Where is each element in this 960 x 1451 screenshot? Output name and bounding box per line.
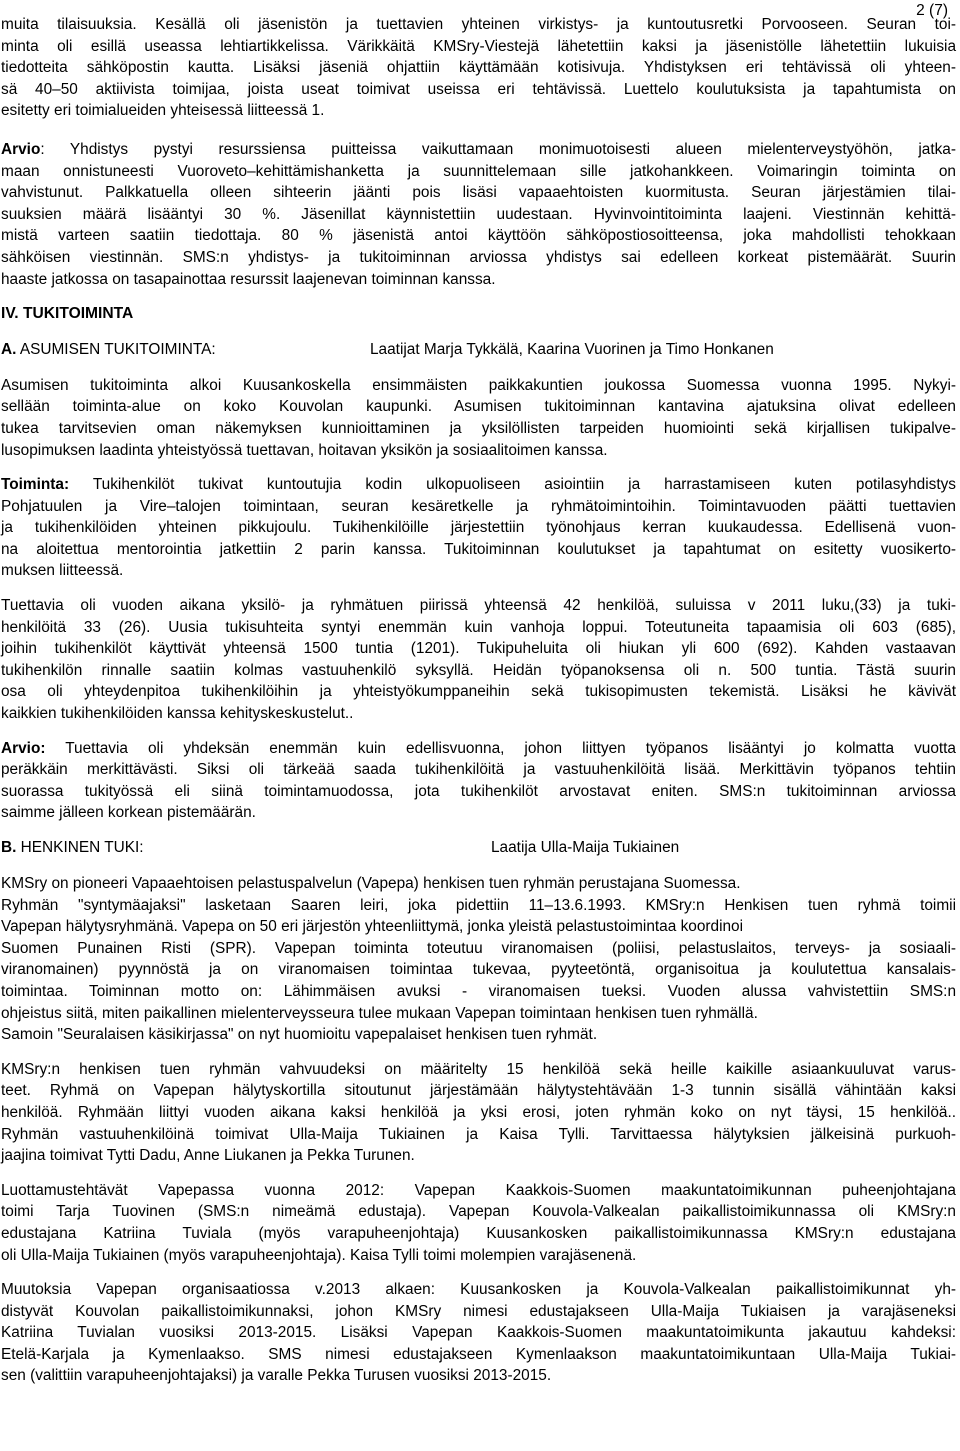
- text-line: Pohjatuulen ja Vire–talojen toimintaan, seuran kesäretkelle ja ryhmätoimintoihin. Toimintavuoden päätti tuettavien: [1, 497, 956, 515]
- text-span: Tukihenkilöt tukivat kuntoutujia kodin ulkopuoliseen asiointiin ja harrastamiseen kuten potilasyhdistys: [69, 476, 956, 494]
- text-line: teet. Ryhmä on Vapepan hälytyskortilla sitoutunut järjestämään hälytystehtävään 1-3 tunnin sisällä vähintään kaksi: [1, 1082, 956, 1100]
- section-a-authors: Laatijat Marja Tykkälä, Kaarina Vuorinen ja Timo Honkanen: [370, 340, 774, 358]
- section-heading-tukitoiminta: IV. TUKITOIMINTA: [1, 305, 134, 323]
- intro-paragraph: [1, 14, 956, 122]
- vapepa-paragraph-3: [1, 1180, 956, 1266]
- text-line: toimi Tarja Tuovinen (SMS:n nimeämä edustaja). Vapepan Kouvola-Valkealan paikallistoimikunnassa oli KMSry:n: [1, 1203, 956, 1221]
- section-a-heading: [1, 339, 956, 361]
- section-b-heading: [1, 837, 956, 859]
- text-line: tiedotteita sähköpostin kautta. Lisäksi jäseniä ohjattiin käyttämään kotisivuja. Yhdistyksen eri tehtävissä oli yhteen-: [1, 59, 956, 77]
- text-line: Asumisen tukitoiminta alkoi Kuusankoskella ensimmäisten paikkakuntien joukossa Suomessa vuonna 1995. Nykyi-: [1, 376, 956, 394]
- text-line: edustajana Katriina Tuviala (myös varapuheenjohtaja) Kuusankosken paikallistoimikunnassa KMSry:n edustajana: [1, 1224, 956, 1242]
- vapepa-paragraph-4: [1, 1279, 956, 1387]
- text-line: henkilöä. Ryhmään liittyi vuoden aikana kaksi henkilöä ja yksi erosi, joten ryhmän koko on nyt täysi, 15 henkilöä..: [1, 1103, 956, 1121]
- section-b-authors: Laatija Ulla-Maija Tukiainen: [491, 839, 680, 856]
- section-letter: B.: [1, 839, 17, 856]
- text-line: na aloitettua mentorointia jatkettiin 2 parin kanssa. Tukitoiminnan koulutukset ja tapahtumat on esitetty vuosikerto-: [1, 540, 956, 558]
- section-title-text: ASUMISEN TUKITOIMINTA:: [16, 340, 216, 358]
- text-line: Tuettavia oli vuoden aikana yksilö- ja ryhmätuen piirissä yhteensä 42 henkilöä, suluissa v 2011 luku,(33) ja tuki-: [1, 597, 956, 615]
- text-line: vahvistunut. Palkkatuella olleen sihteerin jäänti pois lisäsi vapaaehtoisten kuormitusta. Seuran järjestämien tilai-: [1, 184, 956, 202]
- text-line: [1, 139, 956, 161]
- toiminta-label: Toiminta:: [1, 476, 70, 494]
- text-line: muita tilaisuuksia. Kesällä oli jäsenistön ja tuettavien yhteinen virkistys- ja kuntoutusretki Porvooseen. Seuran toi-: [1, 16, 956, 33]
- text-line: sellään toiminta-alue on koko Kouvolan kaupunki. Asumisen tukitoiminnan kantavina ajatuksina olivat edelleen: [1, 398, 956, 416]
- text-line: Vapepan hälytysryhmänä. Vapepa on 50 eri järjestön yhteenliittymä, jonka yleistä pelastustoimintaa koordinoi: [1, 918, 744, 936]
- section-title-text: HENKINEN TUKI:: [16, 839, 144, 856]
- text-line: Ryhmän vastuuhenkilöinä toimivat Ulla-Maija Tukiainen ja Kaisa Tylli. Tarvittaessa hälytyksien jälkeisinä purkuoh-: [1, 1125, 956, 1143]
- arvio-paragraph-2: [1, 738, 956, 824]
- text-line: saimme jälleen korkean pistemäärän.: [1, 804, 256, 822]
- vapepa-paragraph-1: [1, 873, 956, 1046]
- tuettavia-paragraph: [1, 595, 956, 725]
- text-span: : Yhdistys pystyi resurssiensa puitteissa vaikuttamaan monimuotoisesti alueen mielenterveystyöhön, jatka-: [40, 140, 956, 158]
- arvio-label: Arvio:: [1, 739, 46, 757]
- text-line: mistä varteen saatiin tiedottaja. 80 % jäsenistä antoi käyttöön sähköpostiosoitteensa, joka mahdollisti tehokkaan: [1, 227, 956, 245]
- text-line: lusopimuksen laadinta yhteistyössä tuettavan, hoitavan yksikön ja sosiaalitoimen kanssa.: [1, 441, 608, 459]
- text-line: ohjeistus siitä, miten paikallinen mielenterveysseura tulee mukaan Vapepan toimintaan henkisen tuen ryhmällä.: [1, 1004, 758, 1022]
- text-line: suuksien määrä lisääntyi 30 %. Jäsenillat käynnistettiin uudestaan. Hyvinvointitoiminta laajeni. Viestinnän kehittä-: [1, 205, 956, 223]
- text-line: joihin tukihenkilöt käyttivät yhteensä 1500 tuntia (1201). Tukipuheluita oli hiukan yli 600 (692). Kahden vastaavan: [1, 640, 956, 658]
- text-line: toimintaa. Toiminnan motto on: Lähimmäisen avuksi - viranomaisen tueksi. Vuoden alussa vahvistettiin SMS:n: [1, 982, 956, 1000]
- text-span: Tuettavia oli yhdeksän enemmän kuin edellisvuonna, johon liittyen työpanos lisääntyi jo kolmatta vuotta: [45, 739, 956, 757]
- text-line: tukea tarvitsevien oman näkemyksen kunnioittaminen ja yksilöllisten tarpeiden huomiointi sekä kirjallisen tukipalve-: [1, 419, 956, 437]
- text-line: suorassa tukityössä eli siinä toimintamuodossa, jota tukihenkilöt arvostavat eniten. SMS:n tukitoiminnan arviossa: [1, 782, 956, 800]
- toiminta-paragraph: [1, 474, 956, 582]
- arvio-paragraph-1: [1, 139, 956, 290]
- text-line: distyvät Kouvolan paikallistoimikunnaksi, johon KMSry nimesi edustajakseen Ulla-Maija Tukiaisen ja varajäseneksi: [1, 1302, 956, 1320]
- text-line: peräkkäin merkittävästi. Siksi oli tärkeää saada tukihenkilöitä ja vastuuhenkilöitä lisää. Merkittävin työpanos tehtiin: [1, 761, 956, 779]
- section-b-title: [1, 837, 144, 859]
- page-number: 2 (7): [916, 2, 948, 19]
- arvio-label: Arvio: [1, 140, 41, 158]
- text-line: Suomen Punainen Risti (SPR). Vapepan toiminta toteutuu viranomaisen (poliisi, pelastuslaitos, terveys- ja sosiaali-: [1, 939, 956, 957]
- document-body: [1, 14, 956, 1400]
- text-line: sä 40–50 aktiivista toimijaa, joista useat toimivat useissa eri tehtävissä. Luettelo koulutuksista ja tapahtumista on: [1, 80, 956, 98]
- text-line: [1, 738, 956, 760]
- text-line: sähköisen viestinnän. SMS:n yhdistys- ja tukitoiminnan arviossa yhdistys sai edelleen korkeat pistemäärät. Suurin: [1, 248, 956, 266]
- text-line: Etelä-Karjala ja Kymenlaakso. SMS nimesi edustajakseen Kymenlaakson maakuntatoimikuntaan Ulla-Maija Tukiai-: [1, 1345, 956, 1363]
- text-line: Ryhmän "syntymäajaksi" lasketaan Saaren leiri, joka pidettiin 11–13.6.1993. KMSry:n Henkisen tuen ryhmä toimii: [1, 896, 956, 914]
- text-line: sen (valittiin varapuheenjohtajaksi) ja varalle Pekka Turusen vuosiksi 2013-2015.: [1, 1367, 552, 1385]
- text-line: oli Ulla-Maija Tukiainen (myös varapuheenjohtaja). Kaisa Tylli toimi molempien varajäsenenä.: [1, 1246, 637, 1264]
- text-line: muksen liitteessä.: [1, 562, 124, 580]
- section-a-title: [1, 339, 216, 361]
- text-line: KMSry:n henkisen tuen ryhmän vahvuudeksi on määritelty 15 henkilöä sekä heille kaikille asiaankuuluvat varus-: [1, 1060, 956, 1078]
- vapepa-paragraph-2: [1, 1059, 956, 1167]
- text-line: KMSry on pioneeri Vapaaehtoisen pelastuspalvelun (Vapepa) henkisen tuen ryhmän perustajana Suomessa.: [1, 875, 741, 892]
- text-line: osa oli yhteydenpitoa tukihenkilöihin ja yhteistyökumppaneihin sekä tukisopimusten tekemistä. Lisäksi he kävivät: [1, 683, 956, 701]
- text-line: minta oli esillä useassa lehtiartikkelissa. Värikkäitä KMSry-Viestejä lähetettiin kaksi ja jäsenistölle lähetettiin lukuisia: [1, 37, 956, 55]
- text-line: viranomainen) pyynnöstä ja on viranomaisen toimintaa tukevaa, pyyteetöntä, organisoitua ja koulutettua kansalais-: [1, 961, 956, 979]
- text-line: kaikkien tukihenkilöiden kanssa kehityskeskustelut..: [1, 705, 354, 723]
- asumisen-intro-paragraph: [1, 375, 956, 461]
- text-line: Katriina Tuvialan vuosiksi 2013-2015. Lisäksi Vapepan Kaakkois-Suomen maakuntatoimikunta jakautuu kahdeksi:: [1, 1324, 956, 1342]
- text-line: esitetty eri toimialueiden yhteisessä liitteessä 1.: [1, 102, 325, 120]
- text-line: tukihenkilön rinnalle saatiin kolmas vastuuhenkilö syksyllä. Heidän työpanoksensa oli n. 500 tuntia. Tästä suurin: [1, 661, 956, 679]
- text-line: [1, 474, 956, 496]
- text-line: maan onnistuneesti Vuoroveto–kehittämishanketta ja suunnittelemaan sille jatkohankkeen. Voimaringin toiminta on: [1, 162, 956, 180]
- text-line: Luottamustehtävät Vapepassa vuonna 2012: Vapepan Kaakkois-Suomen maakuntatoimikunnan puheenjohtajana: [1, 1181, 956, 1199]
- text-line: jaajina toimivat Tytti Dadu, Anne Liukanen ja Pekka Turunen.: [1, 1147, 415, 1165]
- text-line: henkilöitä 33 (26). Uusia tukisuhteita syntyi enemmän kuin vanhoja loppui. Toteutuneita tapaamisia oli 603 (685),: [1, 618, 956, 636]
- text-line: Muutoksia Vapepan organisaatiossa v.2013 alkaen: Kuusankosken ja Kouvola-Valkealan paikallistoimikunnat yh-: [1, 1281, 956, 1299]
- text-line: ja tukihenkilöiden yhteinen pikkujoulu. Tukihenkilöille järjestettiin työnohjaus kerran kuukaudessa. Edellisenä vuon-: [1, 519, 956, 537]
- section-letter: A.: [1, 340, 17, 358]
- text-line: Samoin "Seuralaisen käsikirjassa" on nyt huomioitu vapepalaiset henkisen tuen ryhmät.: [1, 1026, 598, 1044]
- text-line: haaste jatkossa on tasapainottaa resurssit laajenevan toiminnan kanssa.: [1, 270, 496, 288]
